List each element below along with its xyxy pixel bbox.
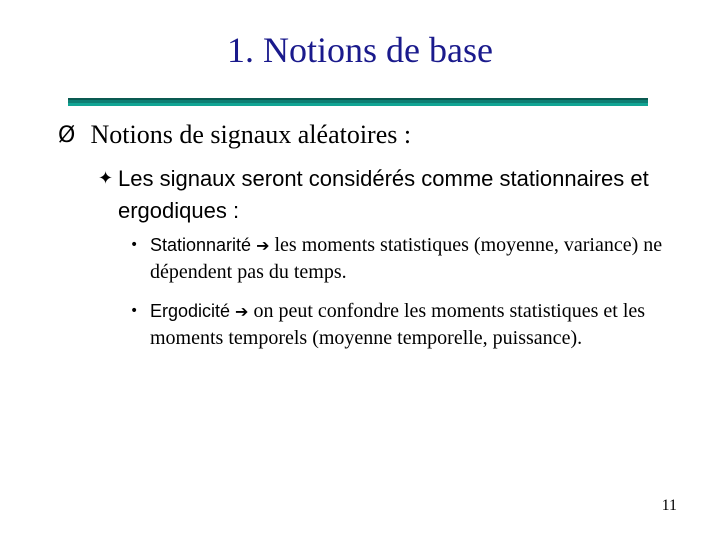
- heading-text: Notions de signaux aléatoires :: [90, 120, 412, 149]
- bullet-text: les moments statistiques (moyenne, variance) ne dépendent pas du temps.: [150, 234, 663, 283]
- sub-item: [98, 163, 658, 227]
- sub-item-text: Les signaux seront considérés comme stationnaires et ergodiques :: [118, 166, 649, 223]
- bullet-body: [130, 298, 670, 352]
- right-arrow-icon: ➔: [235, 302, 249, 321]
- bullet-term: Ergodicité: [150, 301, 231, 321]
- star-bullet-icon: ✦: [98, 168, 114, 189]
- bullet-text: on peut confondre les moments statistiques et les moments temporels (moyenne temporelle, puissance).: [150, 300, 646, 349]
- bullet-item-ergodicite: [130, 298, 670, 352]
- slide-title: 1. Notions de base: [227, 30, 493, 70]
- title-divider: [68, 98, 648, 106]
- page-number: 11: [661, 497, 677, 514]
- arrow-bullet-icon: Ø: [58, 123, 76, 148]
- bullet-body: [130, 232, 670, 286]
- dot-bullet-icon: •: [130, 237, 139, 253]
- heading-item: [58, 118, 698, 153]
- dot-bullet-icon: •: [130, 303, 139, 319]
- bullet-item-stationnarite: [130, 232, 670, 286]
- right-arrow-icon: ➔: [256, 236, 270, 255]
- bullet-term: Stationnarité: [150, 235, 252, 255]
